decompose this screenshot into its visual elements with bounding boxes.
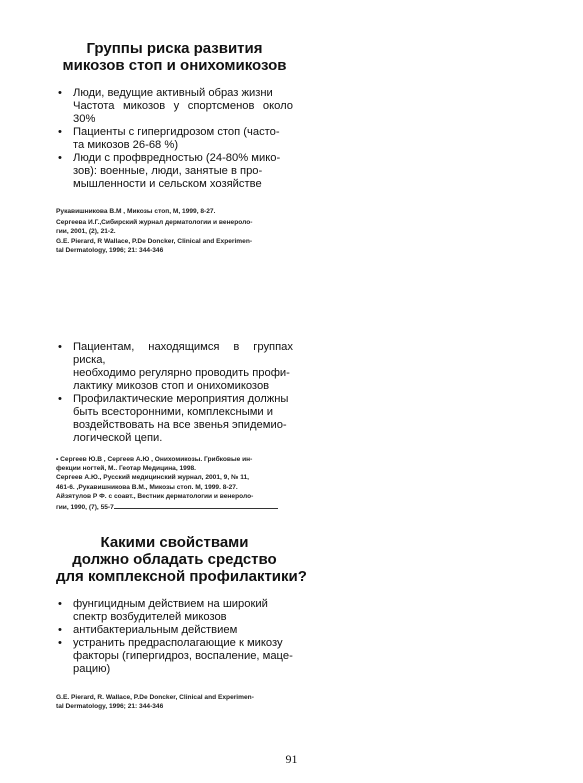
bullet-line: фунгицидным действием на широкий xyxy=(73,598,268,610)
bullet-line: зов): военные, люди, занятые в про- xyxy=(73,165,263,177)
bullet-dot-icon: • xyxy=(58,637,62,649)
bullet-dot-icon: • xyxy=(58,87,62,99)
reference-line: Айзятулов Р Ф. с соавт., Вестник дерматологии и венероло- xyxy=(56,492,254,500)
bullet-dot-icon: • xyxy=(58,598,62,610)
reference-line: Рукавишникова В.М , Микозы стоп, М, 1999, 8-27. xyxy=(56,208,216,215)
bullet-line: Пациентам, находящимся в группах риска, xyxy=(73,341,293,366)
page-number: 91 xyxy=(285,752,298,766)
bullet-line: Люди с профвредностью (24-80% мико- xyxy=(73,152,281,164)
bullet-line: Профилактические мероприятия должны xyxy=(73,393,289,405)
bullet-item xyxy=(56,393,293,445)
bullet-line: факторы (гипергидроз, воспаление, маце- xyxy=(73,650,293,662)
bullet-line: быть всесторонними, комплексными и xyxy=(73,406,274,418)
reference-line: гии, 2001, (2), 21-2. xyxy=(56,228,116,236)
slide-title xyxy=(56,40,293,74)
reference-line-last xyxy=(56,501,293,512)
slide-title xyxy=(56,534,307,585)
bullet-line: мышленности и сельском хозяйстве xyxy=(73,178,262,190)
slide-properties xyxy=(56,534,307,711)
reference-line: Сергеев А.Ю., Русский медицинский журнал, 2001, 9, № 11, xyxy=(56,474,249,482)
reference-line: гии, 1990, (7), 55-7 xyxy=(56,504,114,512)
bullet-line: Люди, ведущие активный образ жизни xyxy=(73,87,273,99)
bullet-item xyxy=(56,598,293,624)
bullet-item xyxy=(56,152,293,191)
bullet-dot-icon: • xyxy=(58,341,62,353)
title-line: для комплексной профилактики? xyxy=(56,568,307,585)
bullet-dot-icon: • xyxy=(58,152,62,164)
reference-line: tal Dermatology, 1996; 21: 344-346 xyxy=(56,246,164,254)
title-line: Группы риска развития xyxy=(86,40,263,57)
bullet-dot-icon: • xyxy=(58,393,62,405)
bullet-line: рацию) xyxy=(73,663,111,675)
bullet-line: антибактериальным действием xyxy=(73,624,238,636)
bullet-line: Частота микозов у спортсменов около 30% xyxy=(73,100,293,125)
reference-line: G.E. Pierard, R. Wallace, P.De Doncker, Clinical and Experimen- xyxy=(56,694,254,701)
bullet-item xyxy=(56,637,293,676)
bullet-dot-icon: • xyxy=(58,126,62,138)
reference-list xyxy=(56,455,293,512)
bullet-line: необходимо регулярно проводить профи- xyxy=(73,367,290,379)
reference-line: 461-6. ,Рукавишникова В.М., Микозы стоп. М, 1999. 8-27. xyxy=(56,483,238,491)
reference-list xyxy=(56,207,293,255)
reference-line: Сергеева И.Г.,Сибирский журнал дерматологии и венероло- xyxy=(56,219,253,227)
bullet-line: та микозов 26-68 %) xyxy=(73,139,179,151)
bullet-line: Пациенты с гипергидрозом стоп (часто- xyxy=(73,126,280,138)
bullet-list xyxy=(56,341,293,445)
bullet-line: устранить предрасполагающие к микозу xyxy=(73,637,283,649)
rule-line xyxy=(114,501,278,509)
bullet-list xyxy=(56,87,293,191)
bullet-item xyxy=(56,126,293,152)
bullet-line: спектр возбудителей микозов xyxy=(73,611,227,623)
reference-line: • Сергеев Ю.В , Сергеев А.Ю , Онихомикозы. Грибковые ин- xyxy=(56,456,253,463)
slide-risk-groups xyxy=(56,40,293,255)
title-line: микозов стоп и онихомикозов xyxy=(62,57,287,74)
bullet-item xyxy=(56,87,293,126)
bullet-line: лактику микозов стоп и онихомикозов xyxy=(73,380,270,392)
slide-prophylaxis xyxy=(56,341,293,512)
reference-line: фекции ногтей, М.. Геотар Медицина, 1998. xyxy=(56,465,197,473)
bullet-list xyxy=(56,598,293,676)
bullet-dot-icon: • xyxy=(58,624,62,636)
reference-line: tal Dermatology, 1996; 21: 344-346 xyxy=(56,703,164,711)
bullet-line: воздействовать на все звенья эпидемио- xyxy=(73,419,287,431)
title-line: Какими свойствами xyxy=(100,534,249,551)
bullet-item xyxy=(56,624,293,637)
reference-line: G.E. Pierard, R Wallace, P.De Doncker, Clinical and Experimen- xyxy=(56,237,253,245)
bullet-line: логической цепи. xyxy=(73,432,163,444)
title-line: должно обладать средство xyxy=(72,551,277,568)
reference-list xyxy=(56,693,293,711)
bullet-item xyxy=(56,341,293,393)
